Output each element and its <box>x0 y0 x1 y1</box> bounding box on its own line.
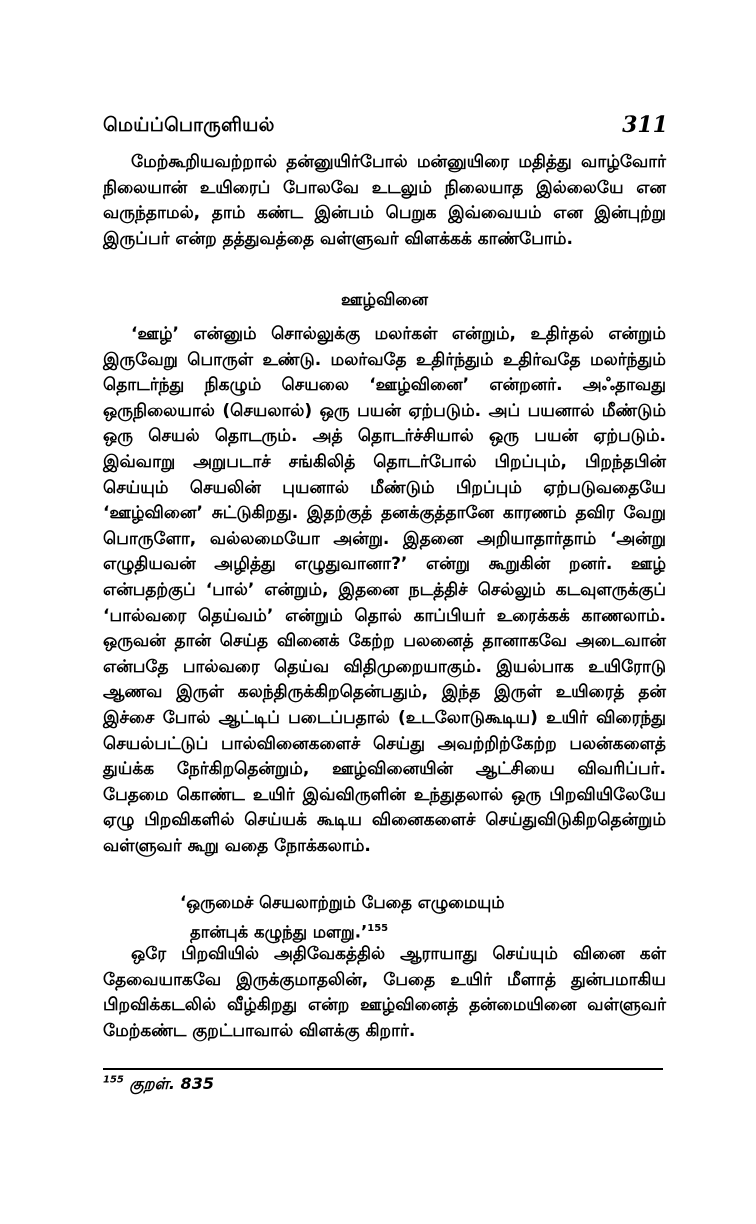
paragraph-intro: மேற்கூறியவற்றால் தன்னுயிர்போல் மன்னுயிரை மதித்து வாழ்வோர் நிலையான் உயிரைப் போலவே உடலும் நிலையாத இல்லையே என வருந்தாமல், தாம் கண்ட இன்பம் பெறுக இவ்வையம் என இன்புற்று இருப்பர் என்ற தத்துவத்தை வள்ளுவர் விளக்கக் காண்போம். <box>103 152 666 249</box>
running-head: மெய்ப்பொருளியல் <box>103 114 275 136</box>
paragraph-uzhvinai: ‘ஊழ்’ என்னும் சொல்லுக்கு மலர்கள் என்றும், உதிர்தல் என்றும் இருவேறு பொருள் உண்டு. மலர்வதே உதிர்ந்தும் உதிர்வதே மலர்ந்தும் தொடர்ந்து நிகழும் செயலை ‘ஊழ்வினை’ என்றனர். அஃதாவது ஒருநிலையால் (செயலால்) ஒரு பயன் ஏற்படும். அப் பயனால் மீண்டும் ஒரு செயல் தொடரும். அத் தொடர்ச்சியால் ஒரு பயன் ஏற்படும். இவ்வாறு அறுபடாச் சங்கிலித் தொடர்போல் பிறப்பும், பிறந்தபின் செய்யும் செயலின் புயனால் மீண்டும் பிறப்பும் ஏற்படுவதையே ‘ஊழ்வினை’ சுட்டுகிறது. இதற்குத் தனக்குத்தானே காரணம் தவிர வேறு பொருளோ, வல்லமையோ அன்று. இதனை அறியாதார்தாம் ‘அன்று எழுதியவன் அழித்து எழுதுவானா?’ என்று கூறுகின் றனர். ஊழ் என்பதற்குப் ‘பால்’ என்றும், இதனை நடத்திச் செல்லும் கடவுளருக்குப் ‘பால்வரை தெய்வம்’ என்றும் தொல் காப்பியர் உரைக்கக் காணலாம். ஒருவன் தான் செய்த வினைக் கேற்ற பலனைத் தானாகவே அடைவான் என்பதே பால்வரை தெய்வ விதிமுறையாகும். இயல்பாக உயிரோடு ஆணவ இருள் கலந்திருக்கிறதென்பதும், இந்த இருள் உயிரைத் தன் இச்சை போல் ஆட்டிப் படைப்பதால் (உடலோடுகூடிய) உயிர் விரைந்து செயல்பட்டுப் பால்வினைகளைச் செய்து அவற்றிற்கேற்ற பலன்களைத் துய்க்க நேர்கிறதென்றும், ஊழ்வினையின் ஆட்சியை விவரிப்பர். பேதமை கொண்ட உயிர் இவ்விருளின் உந்துதலால் ஒரு பிறவியிலேயே ஏழு பிறவிகளில் செய்யக் கூடிய வினைகளைச் செய்துவிடுகிறதென்றும் வள்ளுவர் கூறு வதை நோக்கலாம். <box>103 324 666 856</box>
footnote-marker: 155 <box>103 1074 124 1086</box>
quote-line-2-text: தான்புக் கழுந்து மளறு.’ <box>190 922 368 942</box>
section-heading: ஊழ்வினை <box>341 290 428 310</box>
footnote-divider <box>103 1068 663 1070</box>
page-header <box>103 114 668 142</box>
paragraph-conclusion: ஒரே பிறவியில் அதிவேகத்தில் ஆராயாது செய்யும் வினை கள் தேவையாகவே இருக்குமாதலின், பேதை உயிர் மீளாத் துன்பமாகிய பிறவிக்கடலில் வீழ்கிறது என்ற ஊழ்வினைத் தன்மையினை வள்ளுவர் மேற்கண்ட குறட்பாவால் விளக்கு கிறார். <box>103 944 666 1041</box>
kural-quote <box>180 890 650 946</box>
quote-line-1: ‘ஒருமைச் செயலாற்றும் பேதை எழுமையும் <box>180 893 505 912</box>
footnote-text: குறள். 835 <box>129 1074 214 1093</box>
page-number: 311 <box>622 112 668 138</box>
footnote-reference: 155 <box>367 923 389 934</box>
footnote <box>103 1074 214 1095</box>
